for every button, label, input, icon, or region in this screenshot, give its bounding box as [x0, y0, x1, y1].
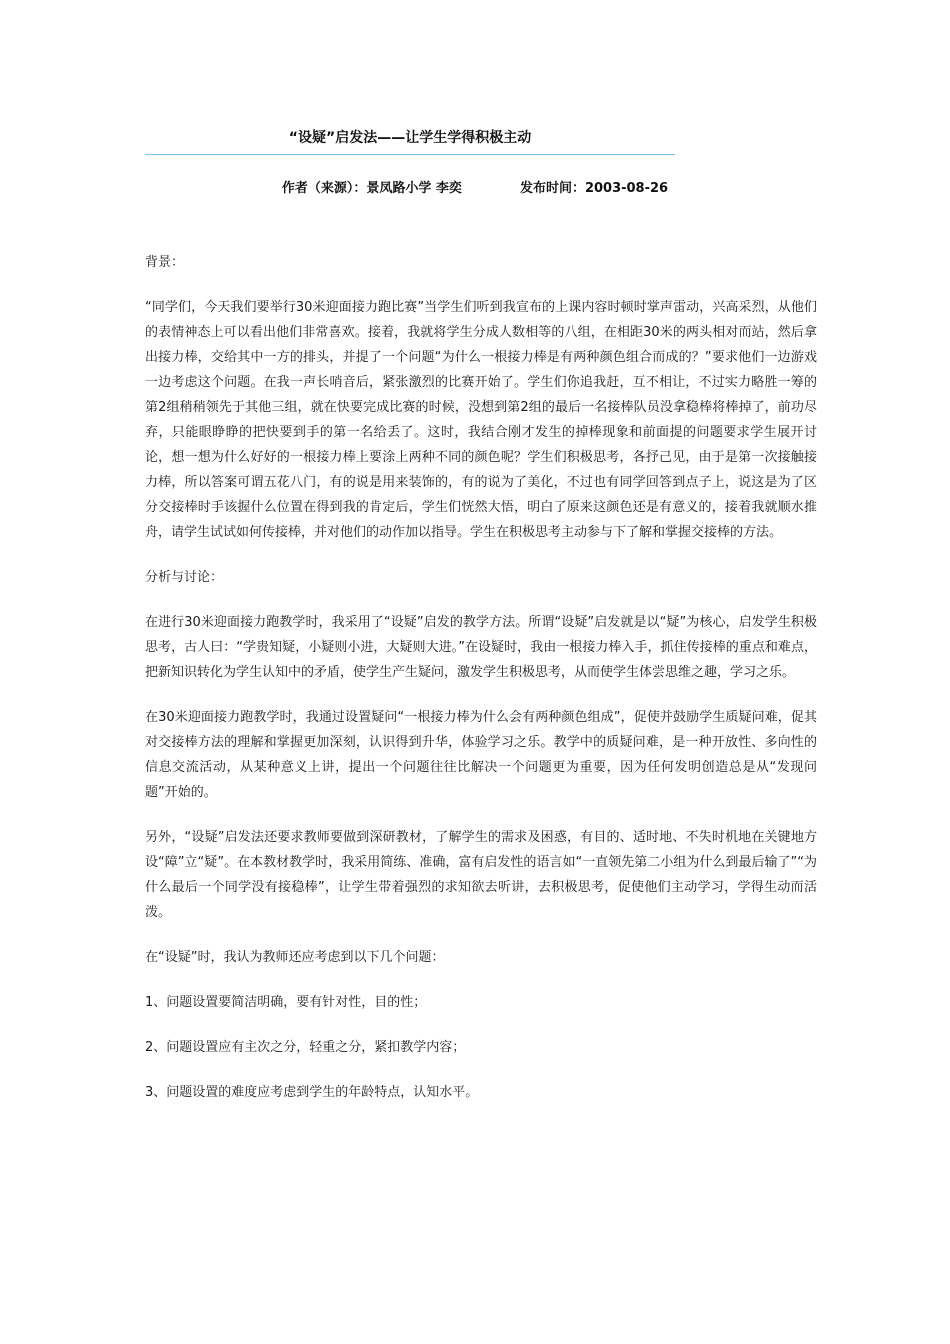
- date-line: 发布时间：2003-08-26: [519, 181, 669, 196]
- list-item: 2、问题设置应有主次之分，轻重之分，紧扣教学内容；: [145, 1040, 466, 1055]
- analysis-paragraph-3: 另外，“设疑”启发法还要求教师要做到深研教材，了解学生的需求及困惑，有目的、适时地、不失时机地在关键地方设“障”立“疑”。在本教材教学时，我采用简练、准确，富有启发性的语言如“一直领先第二小组为什么到最后输了”“为什么最后一个同学没有接稳棒”，让学生带着强烈的求知欲去听讲，去积极思考，促使他们主动学习，学得生动而活泼。: [145, 830, 817, 920]
- article-title: “设疑”启发法——让学生学得积极主动: [145, 127, 675, 155]
- considerations-intro: 在“设疑”时，我认为教师还应考虑到以下几个问题：: [145, 950, 445, 965]
- article-body: [145, 250, 817, 1125]
- background-heading: 背景：: [145, 255, 185, 270]
- analysis-paragraph-1: 在进行30米迎面接力跑教学时，我采用了“设疑”启发的教学方法。所谓“设疑”启发就是以“疑”为核心，启发学生积极思考，古人曰：“学贵知疑，小疑则小进，大疑则大进。”在设疑时，我由一根接力棒入手，抓住传接棒的重点和难点，把新知识转化为学生认知中的矛盾，使学生产生疑问，激发学生积极思考，从而使学生体尝思维之趣，学习之乐。: [145, 615, 817, 680]
- article-meta: [0, 177, 950, 196]
- background-paragraph: “同学们，今天我们要举行30米迎面接力跑比赛”当学生们听到我宣布的上课内容时顿时掌声雷动，兴高采烈，从他们的表情神态上可以看出他们非常喜欢。接着，我就将学生分成人数相等的八组，在相距30米的两头相对而站，然后拿出接力棒，交给其中一方的排头，并提了一个问题“为什么一根接力棒是有两种颜色组合而成的？”要求他们一边游戏一边考虑这个问题。在我一声长哨音后，紧张激烈的比赛开始了。学生们你追我赶，互不相让，不过实力略胜一筹的第2组稍稍领先于其他三组，就在快要完成比赛的时候，没想到第2组的最后一名接棒队员没拿稳棒将棒掉了，前功尽弃，只能眼睁睁的把快要到手的第一名给丢了。这时，我结合刚才发生的掉棒现象和前面提的问题要求学生展开讨论，想一想为什么好好的一根接力棒上要涂上两种不同的颜色呢？学生们积极思考，各抒己见，由于是第一次接触接力棒，所以答案可谓五花八门，有的说是用来装饰的，有的说为了美化，不过也有同学回答到点子上，说这是为了区分交接棒时手该握什么位置在得到我的肯定后，学生们恍然大悟，明白了原来这颜色还是有意义的，接着我就顺水推舟，请学生试试如何传接棒，并对他们的动作加以指导。学生在积极思考主动参与下了解和掌握交接棒的方法。: [145, 300, 817, 540]
- list-item: 3、问题设置的难度应考虑到学生的年龄特点，认知水平。: [145, 1085, 479, 1100]
- list-item: 1、问题设置要简洁明确，要有针对性，目的性；: [145, 995, 427, 1010]
- analysis-heading: 分析与讨论：: [145, 570, 224, 585]
- analysis-paragraph-2: 在30米迎面接力跑教学时，我通过设置疑问“一根接力棒为什么会有两种颜色组成”，促使并鼓励学生质疑问难，促其对交接棒方法的理解和掌握更加深刻，认识得到升华，体验学习之乐。教学中的质疑问难，是一种开放性、多向性的信息交流活动，从某种意义上讲，提出一个问题往往比解决一个问题更为重要，因为任何发明创造总是从“发现问题”开始的。: [145, 710, 817, 800]
- author-line: 作者（来源）：景凤路小学 李奕: [281, 181, 462, 196]
